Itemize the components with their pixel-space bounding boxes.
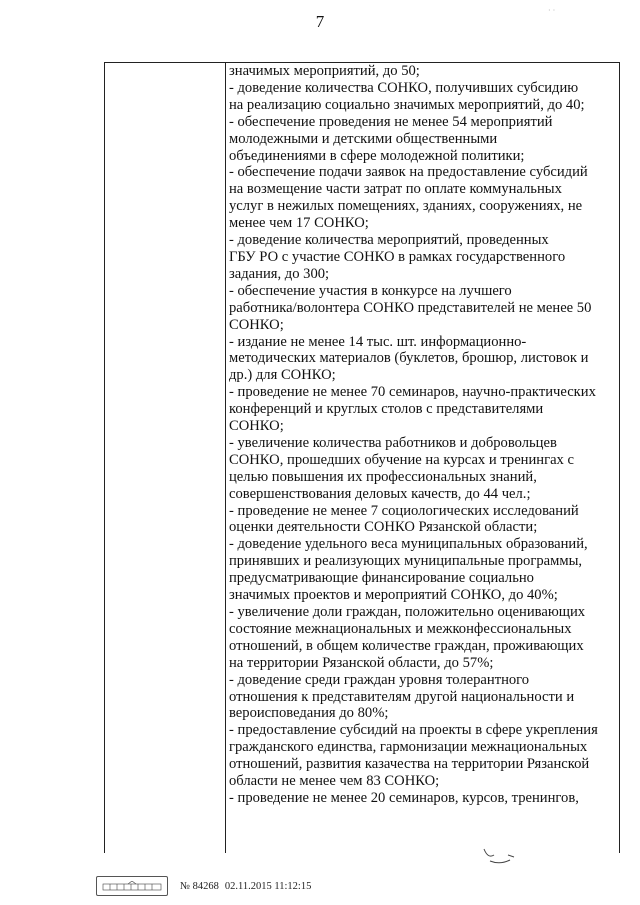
text-line: - доведение среди граждан уровня толерантного <box>229 671 530 688</box>
text-line: на территории Рязанской области, до 57%; <box>229 654 494 671</box>
building-icon <box>102 881 162 891</box>
text-line: задания, до 300; <box>229 265 330 282</box>
text-line: - проведение не менее 70 семинаров, научно-практических <box>229 384 596 401</box>
text-line: - увеличение количества работников и добровольцев <box>229 434 557 451</box>
document-table <box>104 62 620 853</box>
text-line: СОНКО; <box>229 418 284 435</box>
table-cell-text <box>229 63 617 807</box>
text-line: оценки деятельности СОНКО Рязанской области; <box>229 519 538 536</box>
document-number: № 84268 <box>180 880 219 892</box>
text-line: - доведение количества СОНКО, получивших субсидию <box>229 79 579 96</box>
text-line: - доведение количества мероприятий, проведенных <box>229 232 549 249</box>
text-line: состояние межнациональных и межконфессиональных <box>229 620 572 637</box>
text-line: - проведение не менее 20 семинаров, курсов, тренингов, <box>229 789 579 806</box>
page-number: 7 <box>315 12 325 31</box>
text-line: отношений, развития казачества на территории Рязанской <box>229 756 590 773</box>
text-line: ГБУ РО с участие СОНКО в рамках государственного <box>229 248 566 265</box>
text-line: услуг в нежилых помещениях, зданиях, сооружениях, не <box>229 198 583 215</box>
text-line: на реализацию социально значимых мероприятий, до 40; <box>229 96 585 113</box>
text-line: совершенствования деловых качеств, до 44 чел.; <box>229 485 531 502</box>
text-line: значимых проектов и мероприятий СОНКО, до 40%; <box>229 587 558 604</box>
text-line: др.) для СОНКО; <box>229 367 336 384</box>
text-line: методических материалов (буклетов, брошюр, листовок и <box>229 350 589 367</box>
text-line: - доведение удельного веса муниципальных образований, <box>229 536 588 553</box>
scan-specks: · · <box>548 6 556 15</box>
text-line: молодежными и детскими общественными <box>229 130 498 147</box>
text-line: значимых мероприятий, до 50; <box>229 63 420 79</box>
text-line: отношений, в общем количестве граждан, проживающих <box>229 637 584 654</box>
text-line: работника/волонтера СОНКО представителей не менее 50 <box>229 299 592 316</box>
text-line: конференций и круглых столов с представителями <box>229 401 544 418</box>
text-line: предусматривающие финансирование социально <box>229 570 534 587</box>
handwritten-mark-icon <box>480 845 520 865</box>
text-line: вероисповедания до 80%; <box>229 705 389 722</box>
text-line: области не менее чем 83 СОНКО; <box>229 773 440 790</box>
document-footer <box>96 876 311 896</box>
text-line: целью повышения их профессиональных знаний, <box>229 468 537 485</box>
text-line: - предоставление субсидий на проекты в сфере укрепления <box>229 722 598 739</box>
text-line: - обеспечение подачи заявок на предоставление субсидий <box>229 164 588 181</box>
text-line: - обеспечение проведения не менее 54 мероприятий <box>229 113 553 130</box>
text-line: - проведение не менее 7 социологических исследований <box>229 502 579 519</box>
text-line: - издание не менее 14 тыс. шт. информационно- <box>229 333 527 350</box>
text-line: - увеличение доли граждан, положительно оценивающих <box>229 604 586 620</box>
text-line: менее чем 17 СОНКО; <box>229 215 369 232</box>
text-line: гражданского единства, гармонизации межнациональных <box>229 739 588 756</box>
text-line: СОНКО, прошедших обучение на курсах и тренингах с <box>229 451 574 468</box>
text-line: принявших и реализующих муниципальные программы, <box>229 553 583 570</box>
text-line: объединениями в сфере молодежной политики; <box>229 147 525 164</box>
text-line: - обеспечение участия в конкурсе на лучшего <box>229 282 512 299</box>
text-line: отношения к представителям другой национальности и <box>229 688 575 705</box>
document-timestamp: 02.11.2015 11:12:15 <box>224 880 312 892</box>
government-logo <box>96 876 168 896</box>
text-line: СОНКО; <box>229 316 284 333</box>
text-line: на возмещение части затрат по оплате коммунальных <box>229 181 562 198</box>
column-divider <box>225 63 226 853</box>
